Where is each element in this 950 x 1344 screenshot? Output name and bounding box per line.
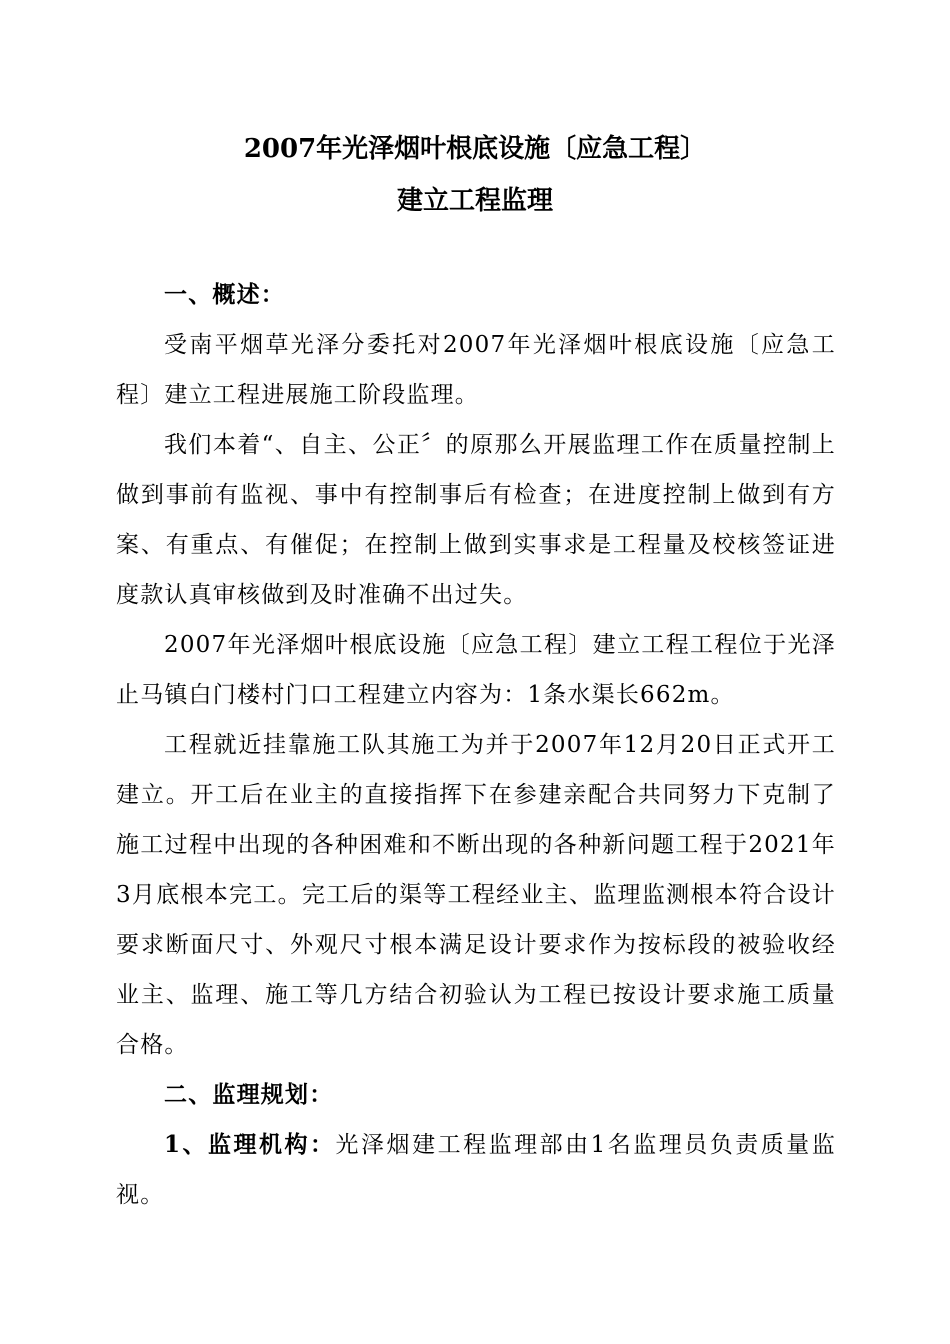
paragraph-commission: 受南平烟草光泽分委托对2007年光泽烟叶根底设施〔应急工程〕建立工程进展施工阶段监理。 <box>116 332 836 408</box>
section-heading-plan: 二、监理规划： <box>164 1081 334 1108</box>
paragraph-location: 2007年光泽烟叶根底设施〔应急工程〕建立工程工程位于光泽止马镇白门楼村门口工程建立内容为：1条水渠长662m。 <box>116 632 836 708</box>
document-title-line-2: 建立工程监理 <box>396 186 553 216</box>
paragraph-construction: 工程就近挂靠施工队其施工为并于2007年12月20日正式开工建立。开工后在业主的直接指挥下在参建亲配合共同努力下克制了施工过程中出现的各种困难和不断出现的各种新问题工程于2021年3月底根本完工。完工后的渠等工程经业主、监理监测根本符合设计要求断面尺寸、外观尺寸根本满足设计要求作为按标段的被验收经业主、监理、施工等几方结合初验认为工程已按设计要求施工质量合格。 <box>116 732 836 1058</box>
section-heading-overview: 一、概述： <box>164 281 285 308</box>
document-body <box>116 270 836 1220</box>
item-label-organization: 1、监理机构： <box>164 1131 336 1158</box>
document-title-line-1: 2007年光泽烟叶根底设施〔应急工程〕 <box>243 134 707 164</box>
item-text-organization: 光泽烟建工程监理部由1名监理员负责质量监视。 <box>116 1132 836 1208</box>
paragraph-organization <box>116 1120 836 1220</box>
paragraph-principles: 我们本着“、自主、公正〞的原那么开展监理工作在质量控制上做到事前有监视、事中有控制事后有检查；在进度控制上做到有方案、有重点、有催促；在控制上做到实事求是工程量及校核签证进度款认真审核做到及时准确不出过失。 <box>116 432 836 608</box>
